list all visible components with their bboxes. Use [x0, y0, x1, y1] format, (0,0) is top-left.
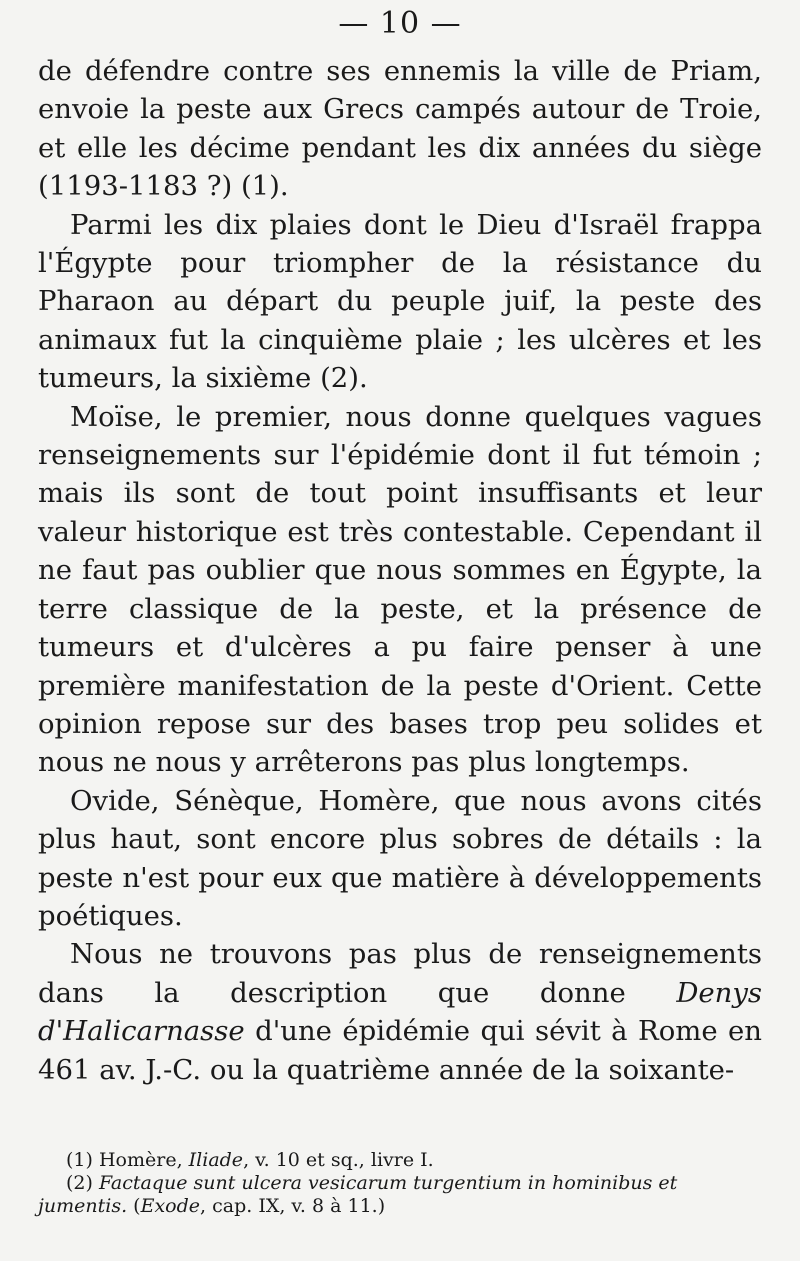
footnote-2-end: , cap. IX, v. 8 à 11.): [200, 1195, 386, 1217]
footnote-1-end: , v. 10 et sq., livre I.: [243, 1149, 434, 1171]
paragraph-2: Parmi les dix plaies dont le Dieu d'Israël frappa l'Égypte pour triompher de la résistance du Pharaon au départ du peuple juif, la peste des animaux fut la cinquième plaie ; les ulcères et les tumeurs, la sixième (2).: [38, 208, 762, 395]
paragraph-5-start: Nous ne trouvons pas plus de renseignements dans la description que donne: [38, 938, 762, 1009]
page-number: — 10 —: [338, 6, 462, 41]
footnote-1-title: Iliade: [188, 1149, 244, 1171]
footnotes: [38, 1149, 762, 1218]
footnote-2-quote: Factaque sunt ulcera vesicarum turgentium in hominibus et jumentis.: [38, 1172, 678, 1217]
footnote-2-number: (2): [66, 1172, 93, 1194]
paragraph-4: Ovide, Sénèque, Homère, que nous avons cités plus haut, sont encore plus sobres de détails : la peste n'est pour eux que matière à développements poétiques.: [38, 784, 762, 932]
footnote-1: [38, 1149, 762, 1172]
footnote-1-start: Homère,: [98, 1149, 189, 1171]
paragraph-5-end: d'une épidémie qui sévit à Rome en 461 av. J.-C. ou la quatrième année de la soixante-: [38, 1015, 762, 1086]
author-name: Denys d'Halicarnasse: [38, 976, 762, 1048]
footnote-2: [38, 1172, 762, 1218]
footnote-2-paren: (: [127, 1195, 141, 1217]
paragraph-3: Moïse, le premier, nous donne quelques vagues renseignements sur l'épidémie dont il fut témoin ; mais ils sont de tout point insuffisants et leur valeur historique est très contestable. Cependant il ne faut pas oublier que nous sommes en Égypte, la terre classique de la peste, et la présence de tumeurs et d'ulcères a pu faire penser à une première manifestation de la peste d'Orient. Cette opinion repose sur des bases trop peu solides et nous ne nous y arrêterons pas plus longtemps.: [38, 400, 762, 779]
footnote-2-source: Exode: [140, 1195, 201, 1217]
paragraph-1: de défendre contre ses ennemis la ville de Priam, envoie la peste aux Grecs campés autour de Troie, et elle les décime pendant les dix années du siège (1193-1183 ?) (1).: [38, 55, 762, 203]
footnote-1-number: (1): [66, 1149, 93, 1171]
paragraph-5: [38, 935, 762, 1089]
main-text: [38, 52, 762, 1089]
